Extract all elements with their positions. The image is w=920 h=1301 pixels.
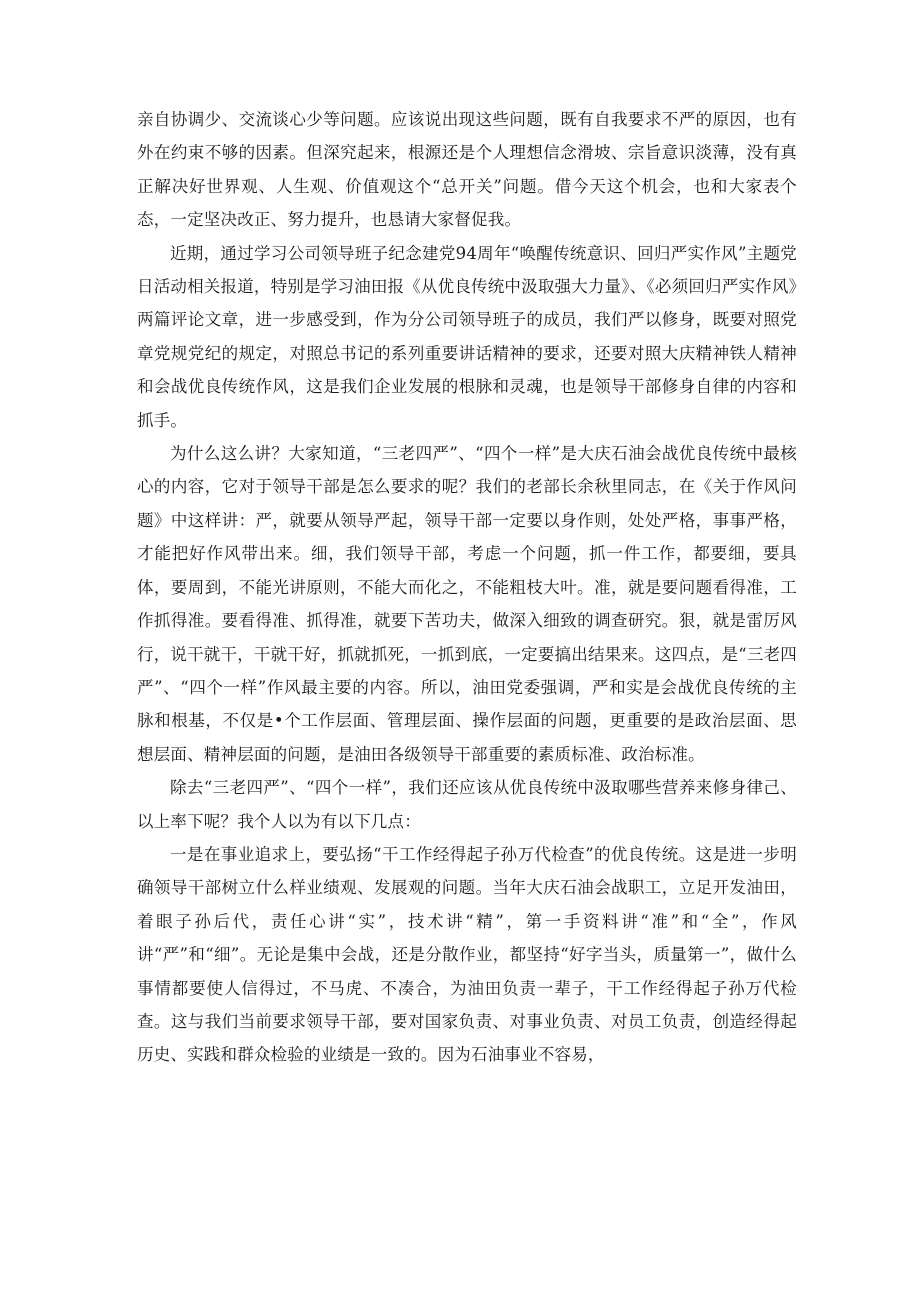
document-body [137,103,797,1072]
paragraph-besides: 除去“三老四严”、“四个一样”，我们还应该从优良传统中汲取哪些营养来修身律己、以上率下呢？我个人以为有以下几点： [137,778,797,831]
paragraph-continuation: 亲自协调少、交流谈心少等问题。应该说出现这些问题，既有自我要求不严的原因，也有外在约束不够的因素。但深究起来，根源还是个人理想信念滑坡、宗旨意识淡薄，没有真正解决好世界观、人生观、价值观这个“总开关”问题。借今天这个机会，也和大家表个态，一定坚决改正、努力提升，也恳请大家督促我。 [137,110,797,230]
paragraph-point-one: 一是在事业追求上，要弘扬“干工作经得起子孙万代检查”的优良传统。这是进一步明确领导干部树立什么样业绩观、发展观的问题。当年大庆石油会战职工，立足开发油田，着眼子孙后代，责任心讲“实”，技术讲“精”，第一手资料讲“准”和“全”，作风讲“严”和“细”。无论是集中会战，还是分散作业，都坚持“好字当头，质量第一”，做什么事情都要使人信得过，不马虎、不凑合，为油田负责一辈子，干工作经得起子孙万代检查。这与我们当前要求领导干部，要对国家负责、对事业负责、对员工负责，创造经得起历史、实践和群众检验的业绩是一致的。因为石油事业不容易， [137,844,797,1065]
paragraph-why: 为什么这么讲？大家知道，“三老四严”、“四个一样”是大庆石油会战优良传统中最核心的内容，它对于领导干部是怎么要求的呢？我们的老部长余秋里同志，在《关于作风问题》中这样讲：严，就要从领导严起，领导干部一定要以身作则，处处严格，事事严格，才能把好作风带出来。细，我们领导干部，考虑一个问题，抓一件工作，都要细，要具体，要周到，不能光讲原则，不能大而化之，不能粗枝大叶。准，就是要问题看得准，工作抓得准。要看得准、抓得准，就要下苦功夫，做深入细致的调查研究。狠，就是雷厉风行，说干就干，干就干好，抓就抓死，一抓到底，一定要搞出结果来。这四点，是“三老四严”、“四个一样”作风最主要的内容。所以，油田党委强调，严和实是会战优良传统的主脉和根基，不仅是•个工作层面、管理层面、操作层面的问题，更重要的是政治层面、思想层面、精神层面的问题，是油田各级领导干部重要的素质标准、政治标准。 [137,444,797,764]
paragraph-recent-study: 近期，通过学习公司领导班子纪念建党94周年“唤醒传统意识、回归严实作风”主题党日活动相关报道，特别是学习油田报《从优良传统中汲取强大力量》、《必须回归严实作风》两篇评论文章，进一步感受到，作为分公司领导班子的成员，我们严以修身，既要对照党章党规党纪的规定，对照总书记的系列重要讲话精神的要求，还要对照大庆精神铁人精神和会战优良传统作风，这是我们企业发展的根脉和灵魂，也是领导干部修身自律的内容和抓手。 [137,243,797,430]
